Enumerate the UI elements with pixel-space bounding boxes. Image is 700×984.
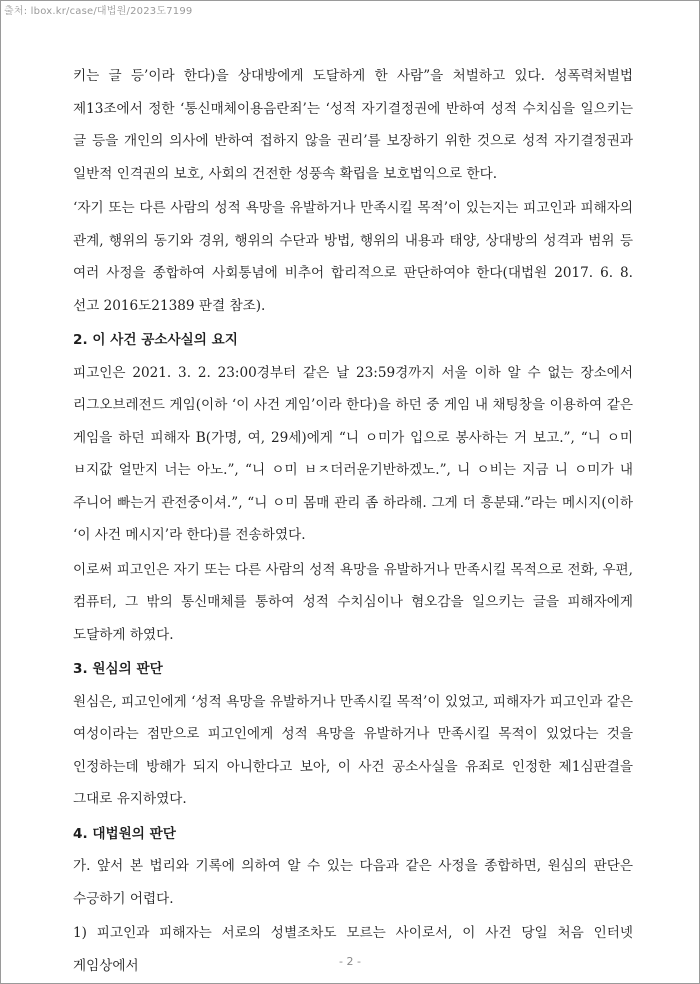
section-heading-charges: 2. 이 사건 공소사실의 요지	[73, 332, 238, 348]
paragraph-supreme-court-a: 가. 앞서 본 법리와 기록에 의하여 알 수 있는 다음과 같은 사정을 종합하면, 원심의 판단은 수긍하기 어렵다.	[73, 858, 633, 907]
paragraph-charges-conclusion: 이로써 피고인은 자기 또는 다른 사람의 성적 욕망을 유발하거나 만족시킬 목적으로 전화, 우편, 컴퓨터, 그 밖의 통신매체를 통하여 성적 수치심이나 혐오감을 일으키는 글을 피해자에게 도달하게 하였다.	[73, 561, 633, 643]
section-heading-supreme-court: 4. 대법원의 판단	[73, 825, 176, 842]
section-heading-lower-court: 3. 원심의 판단	[73, 661, 163, 677]
source-citation: 출처: lbox.kr/case/대법원/2023도7199	[4, 6, 193, 17]
paragraph-supreme-court-1: 1) 피고인과 피해자는 서로의 성별조차도 모르는 사이로서, 이 사건 당일 처음 인터넷 게임상에서	[73, 925, 633, 974]
page-number: - 2 -	[339, 955, 361, 968]
paragraph-charges-facts: 피고인은 2021. 3. 2. 23:00경부터 같은 날 23:59경까지 서울 이하 알 수 없는 장소에서 리그오브레전드 게임(이하 ‘이 사건 게임’이라 한다)을 하던 중 게임 내 채팅창을 이용하여 같은 게임을 하던 피해자 B(가명, 여, 29세)에게 “니 ㅇ미가 입으로 봉사하는 거 보고.”, “니 ㅇ미 ㅂ지값 얼만지 너는 아노.”, “니 ㅇ미 ㅂㅈ더러운기반하겠노.”, 니 ㅇ비는 지금 니 ㅇ미가 내 주니어 빠는거 관전중이셔.”, “니 ㅇ미 몸매 관리 좀 하라해. 그게 더 흥분돼.”라는 메시지(이하 ‘이 사건 메시지’라 한다)를 전송하였다.	[73, 364, 633, 543]
paragraph-lower-court-judgment: 원심은, 피고인에게 ‘성적 욕망을 유발하거나 만족시킬 목적’이 있었고, 피해자가 피고인과 같은 여성이라는 점만으로 피고인에게 성적 욕망을 유발하거나 만족시킬 목적이 있었다는 것을 인정하는데 방해가 되지 아니한다고 보아, 이 사건 공소사실을 유죄로 인정한 제1심판결을 그대로 유지하였다.	[73, 693, 633, 807]
paragraph-intent-criteria: ‘자기 또는 다른 사람의 성적 욕망을 유발하거나 만족시킬 목적’이 있는지는 피고인과 피해자의 관계, 행위의 동기와 경위, 행위의 수단과 방법, 행위의 내용과 태양, 상대방의 성격과 범위 등 여러 사정을 종합하여 사회통념에 비추어 합리적으로 판단하여야 한다(대법원 2017. 6. 8. 선고 2016도21389 판결 참조).	[73, 200, 633, 314]
paragraph-law-purpose: 키는 글 등’이라 한다)을 상대방에게 도달하게 한 사람”을 처벌하고 있다. 성폭력처벌법 제13조에서 정한 ‘통신매체이용음란죄’는 ‘성적 자기결정권에 반하여 성적 수치심을 일으키는 글 등을 개인의 의사에 반하여 접하지 않을 권리’를 보장하기 위한 것으로 성적 자기결정권과 일반적 인격권의 보호, 사회의 건전한 성풍속 확립을 보호법익으로 한다.	[73, 68, 633, 182]
document-body	[73, 60, 633, 982]
